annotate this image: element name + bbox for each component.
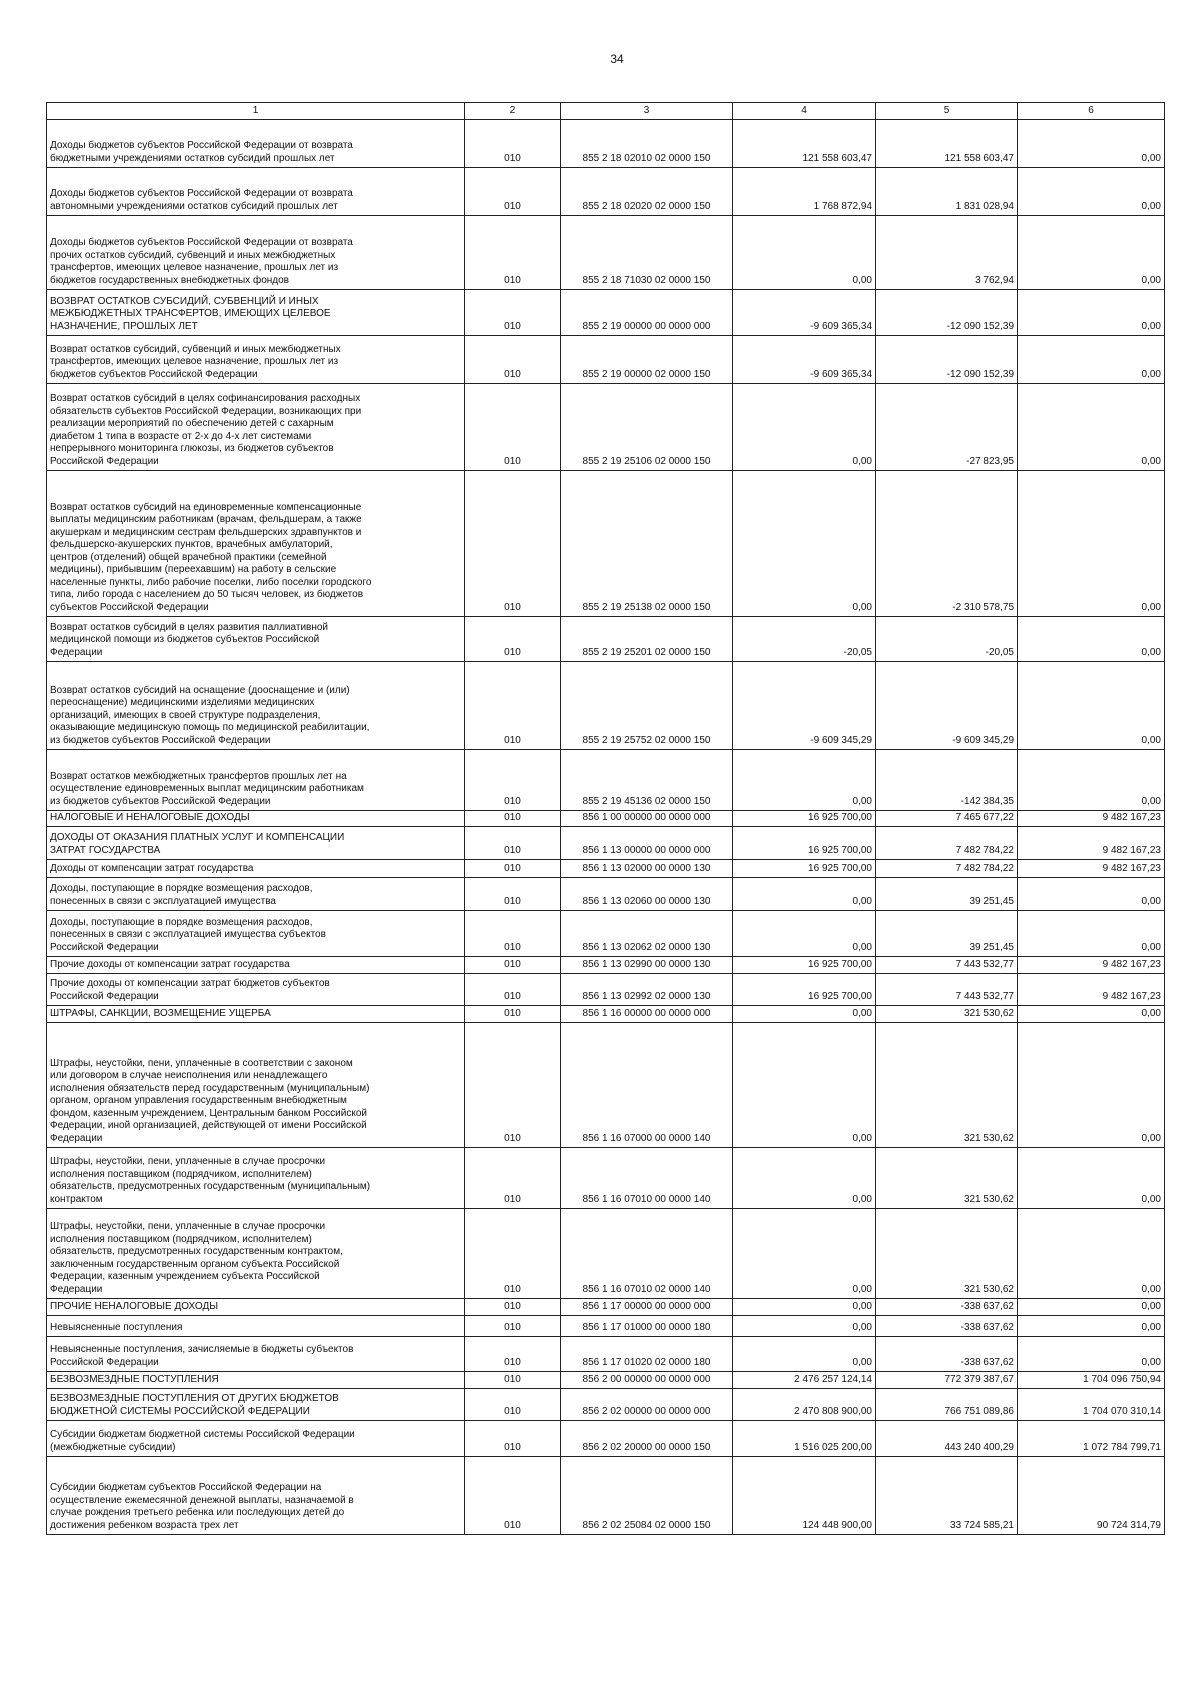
table-row bbox=[47, 120, 1165, 168]
row-kbk-cell: 856 1 13 02992 02 0000 130 bbox=[561, 974, 733, 1006]
row-kbk-cell: 855 2 19 25752 02 0000 150 bbox=[561, 662, 733, 750]
table-row bbox=[47, 336, 1165, 384]
row-kbk-cell: 856 1 00 00000 00 0000 000 bbox=[561, 811, 733, 827]
row-amount-col5-cell: 766 751 089,86 bbox=[876, 1389, 1018, 1421]
table-row bbox=[47, 860, 1165, 878]
table-row bbox=[47, 878, 1165, 911]
row-amount-col5-cell: 772 379 387,67 bbox=[876, 1372, 1018, 1389]
row-amount-col5-cell: 1 831 028,94 bbox=[876, 168, 1018, 216]
row-kbk-cell: 855 2 18 71030 02 0000 150 bbox=[561, 216, 733, 290]
row-name-cell: Возврат остатков субсидий в целях развития паллиативной медицинской помощи из бюджетов субъектов Российской Федерации bbox=[47, 617, 465, 662]
row-name-cell: Прочие доходы от компенсации затрат бюджетов субъектов Российской Федерации bbox=[47, 974, 465, 1006]
row-amount-col5-cell: 321 530,62 bbox=[876, 1023, 1018, 1148]
row-code-cell: 010 bbox=[465, 168, 561, 216]
row-kbk-cell: 856 1 13 02062 02 0000 130 bbox=[561, 911, 733, 957]
row-kbk-cell: 856 2 02 20000 00 0000 150 bbox=[561, 1421, 733, 1457]
row-kbk-cell: 856 1 13 02000 00 0000 130 bbox=[561, 860, 733, 878]
row-amount-col6-cell: 0,00 bbox=[1018, 216, 1165, 290]
row-name-cell: Доходы от компенсации затрат государства bbox=[47, 860, 465, 878]
row-code-cell: 010 bbox=[465, 662, 561, 750]
row-amount-col6-cell: 0,00 bbox=[1018, 750, 1165, 811]
row-code-cell: 010 bbox=[465, 1457, 561, 1535]
table-row bbox=[47, 471, 1165, 617]
row-amount-col5-cell: -338 637,62 bbox=[876, 1316, 1018, 1337]
table-row bbox=[47, 216, 1165, 290]
row-amount-col5-cell: 321 530,62 bbox=[876, 1148, 1018, 1209]
row-code-cell: 010 bbox=[465, 860, 561, 878]
row-amount-col6-cell: 0,00 bbox=[1018, 1148, 1165, 1209]
row-kbk-cell: 856 1 17 00000 00 0000 000 bbox=[561, 1299, 733, 1316]
row-name-cell: БЕЗВОЗМЕЗДНЫЕ ПОСТУПЛЕНИЯ ОТ ДРУГИХ БЮДЖЕТОВ БЮДЖЕТНОЙ СИСТЕМЫ РОССИЙСКОЙ ФЕДЕРАЦИИ bbox=[47, 1389, 465, 1421]
table-row bbox=[47, 1316, 1165, 1337]
row-amount-col6-cell: 0,00 bbox=[1018, 1209, 1165, 1299]
row-amount-col5-cell: 7 465 677,22 bbox=[876, 811, 1018, 827]
row-amount-col5-cell: -338 637,62 bbox=[876, 1299, 1018, 1316]
table-row bbox=[47, 1337, 1165, 1372]
row-amount-col4-cell: 0,00 bbox=[733, 1006, 876, 1023]
row-amount-col6-cell: 0,00 bbox=[1018, 1337, 1165, 1372]
table-row bbox=[47, 168, 1165, 216]
row-amount-col4-cell: 0,00 bbox=[733, 471, 876, 617]
row-name-cell: Доходы, поступающие в порядке возмещения расходов, понесенных в связи с эксплуатацией имущества bbox=[47, 878, 465, 911]
row-amount-col6-cell: 0,00 bbox=[1018, 471, 1165, 617]
row-amount-col6-cell: 0,00 bbox=[1018, 1023, 1165, 1148]
table-row bbox=[47, 662, 1165, 750]
row-code-cell: 010 bbox=[465, 1148, 561, 1209]
row-kbk-cell: 855 2 18 02010 02 0000 150 bbox=[561, 120, 733, 168]
row-code-cell: 010 bbox=[465, 1421, 561, 1457]
table-row bbox=[47, 1389, 1165, 1421]
table-row bbox=[47, 811, 1165, 827]
row-kbk-cell: 855 2 19 25106 02 0000 150 bbox=[561, 384, 733, 471]
row-kbk-cell: 855 2 19 25138 02 0000 150 bbox=[561, 471, 733, 617]
row-kbk-cell: 856 1 17 01000 00 0000 180 bbox=[561, 1316, 733, 1337]
row-amount-col6-cell: 1 704 070 310,14 bbox=[1018, 1389, 1165, 1421]
row-code-cell: 010 bbox=[465, 617, 561, 662]
row-code-cell: 010 bbox=[465, 974, 561, 1006]
row-amount-col5-cell: -12 090 152,39 bbox=[876, 336, 1018, 384]
row-name-cell: НАЛОГОВЫЕ И НЕНАЛОГОВЫЕ ДОХОДЫ bbox=[47, 811, 465, 827]
row-amount-col4-cell: 121 558 603,47 bbox=[733, 120, 876, 168]
row-amount-col6-cell: 0,00 bbox=[1018, 1299, 1165, 1316]
row-amount-col6-cell: 0,00 bbox=[1018, 168, 1165, 216]
row-name-cell: Субсидии бюджетам субъектов Российской Федерации на осуществление ежемесячной денежной выплаты, назначаемой в случае рождения третьего ребенка или последующих детей до достижения ребенком возраста трех лет bbox=[47, 1457, 465, 1535]
row-amount-col5-cell: -20,05 bbox=[876, 617, 1018, 662]
row-kbk-cell: 855 2 19 25201 02 0000 150 bbox=[561, 617, 733, 662]
row-amount-col5-cell: -27 823,95 bbox=[876, 384, 1018, 471]
row-kbk-cell: 856 1 16 00000 00 0000 000 bbox=[561, 1006, 733, 1023]
row-amount-col5-cell: -338 637,62 bbox=[876, 1337, 1018, 1372]
row-name-cell: Возврат остатков субсидий, субвенций и иных межбюджетных трансфертов, имеющих целевое назначение, прошлых лет из бюджетов субъектов Российской Федерации bbox=[47, 336, 465, 384]
row-name-cell: Доходы, поступающие в порядке возмещения расходов, понесенных в связи с эксплуатацией имущества субъектов Российской Федерации bbox=[47, 911, 465, 957]
row-amount-col5-cell: 443 240 400,29 bbox=[876, 1421, 1018, 1457]
row-amount-col6-cell: 9 482 167,23 bbox=[1018, 860, 1165, 878]
column-header-2: 2 bbox=[465, 103, 561, 120]
table-row bbox=[47, 1148, 1165, 1209]
row-name-cell: Возврат остатков субсидий в целях софинансирования расходных обязательств субъектов Российской Федерации, возникающих при реализации мероприятий по обеспечению детей с сахарным диабетом 1 типа в возрасте от 2-х до 4-х лет системами непрерывного мониторинга глюкозы, из бюджетов субъектов Российской Федерации bbox=[47, 384, 465, 471]
row-amount-col4-cell: 1 516 025 200,00 bbox=[733, 1421, 876, 1457]
row-amount-col5-cell: -2 310 578,75 bbox=[876, 471, 1018, 617]
table-row bbox=[47, 1006, 1165, 1023]
row-amount-col6-cell: 0,00 bbox=[1018, 878, 1165, 911]
row-name-cell: Невыясненные поступления, зачисляемые в бюджеты субъектов Российской Федерации bbox=[47, 1337, 465, 1372]
table-row bbox=[47, 1209, 1165, 1299]
column-header-4: 4 bbox=[733, 103, 876, 120]
row-code-cell: 010 bbox=[465, 384, 561, 471]
row-code-cell: 010 bbox=[465, 1299, 561, 1316]
row-code-cell: 010 bbox=[465, 216, 561, 290]
row-amount-col4-cell: 0,00 bbox=[733, 1023, 876, 1148]
row-name-cell: ДОХОДЫ ОТ ОКАЗАНИЯ ПЛАТНЫХ УСЛУГ И КОМПЕНСАЦИИ ЗАТРАТ ГОСУДАРСТВА bbox=[47, 827, 465, 860]
row-name-cell: Возврат остатков межбюджетных трансфертов прошлых лет на осуществление единовременных выплат медицинским работникам из бюджетов субъектов Российской Федерации bbox=[47, 750, 465, 811]
row-amount-col4-cell: 2 470 808 900,00 bbox=[733, 1389, 876, 1421]
column-number-row bbox=[47, 103, 1165, 120]
row-amount-col6-cell: 0,00 bbox=[1018, 1316, 1165, 1337]
table-row bbox=[47, 1421, 1165, 1457]
table-row bbox=[47, 974, 1165, 1006]
table-row bbox=[47, 617, 1165, 662]
table-row bbox=[47, 1023, 1165, 1148]
row-name-cell: Штрафы, неустойки, пени, уплаченные в соответствии с законом или договором в случае неисполнения или ненадлежащего исполнения обязательств перед государственным (муниципальным) органом, органом управления государственным внебюджетным фондом, казенным учреждением, Центральным банком Российской Федерации, иной организацией, действующей от имени Российской Федерации bbox=[47, 1023, 465, 1148]
table-row bbox=[47, 384, 1165, 471]
row-amount-col5-cell: 39 251,45 bbox=[876, 911, 1018, 957]
table-row bbox=[47, 1457, 1165, 1535]
row-name-cell: ШТРАФЫ, САНКЦИИ, ВОЗМЕЩЕНИЕ УЩЕРБА bbox=[47, 1006, 465, 1023]
row-code-cell: 010 bbox=[465, 1372, 561, 1389]
table-row bbox=[47, 911, 1165, 957]
row-amount-col6-cell: 9 482 167,23 bbox=[1018, 827, 1165, 860]
row-kbk-cell: 855 2 19 45136 02 0000 150 bbox=[561, 750, 733, 811]
row-name-cell: Возврат остатков субсидий на оснащение (дооснащение и (или) переоснащение) медицинскими изделиями медицинских организаций, имеющих в своей структуре подразделения, оказывающие медицинскую помощь по медицинской реабилитации, из бюджетов субъектов Российской Федерации bbox=[47, 662, 465, 750]
row-code-cell: 010 bbox=[465, 120, 561, 168]
row-code-cell: 010 bbox=[465, 1389, 561, 1421]
row-code-cell: 010 bbox=[465, 1337, 561, 1372]
row-kbk-cell: 855 2 19 00000 02 0000 150 bbox=[561, 336, 733, 384]
table-row bbox=[47, 1299, 1165, 1316]
column-header-6: 6 bbox=[1018, 103, 1165, 120]
row-amount-col6-cell: 1 072 784 799,71 bbox=[1018, 1421, 1165, 1457]
row-amount-col6-cell: 9 482 167,23 bbox=[1018, 811, 1165, 827]
row-kbk-cell: 856 1 16 07000 00 0000 140 bbox=[561, 1023, 733, 1148]
row-name-cell: Штрафы, неустойки, пени, уплаченные в случае просрочки исполнения поставщиком (подрядчиком, исполнителем) обязательств, предусмотренных государственным контрактом, заключенным государственным органом субъекта Российской Федерации, казенным учреждением субъекта Российской Федерации bbox=[47, 1209, 465, 1299]
row-amount-col4-cell: 0,00 bbox=[733, 1209, 876, 1299]
row-amount-col5-cell: -9 609 345,29 bbox=[876, 662, 1018, 750]
row-code-cell: 010 bbox=[465, 1023, 561, 1148]
page-number: 34 bbox=[610, 52, 624, 66]
row-amount-col5-cell: 321 530,62 bbox=[876, 1209, 1018, 1299]
row-kbk-cell: 856 2 02 00000 00 0000 000 bbox=[561, 1389, 733, 1421]
row-code-cell: 010 bbox=[465, 878, 561, 911]
row-amount-col4-cell: 16 925 700,00 bbox=[733, 827, 876, 860]
row-amount-col4-cell: -9 609 345,29 bbox=[733, 662, 876, 750]
revenue-table bbox=[46, 102, 1165, 1535]
row-amount-col6-cell: 90 724 314,79 bbox=[1018, 1457, 1165, 1535]
row-amount-col4-cell: 1 768 872,94 bbox=[733, 168, 876, 216]
row-name-cell: Доходы бюджетов субъектов Российской Федерации от возврата автономными учреждениями остатков субсидий прошлых лет bbox=[47, 168, 465, 216]
table-row bbox=[47, 957, 1165, 974]
row-amount-col5-cell: 7 443 532,77 bbox=[876, 957, 1018, 974]
row-amount-col4-cell: -9 609 365,34 bbox=[733, 290, 876, 336]
row-name-cell: Субсидии бюджетам бюджетной системы Российской Федерации (межбюджетные субсидии) bbox=[47, 1421, 465, 1457]
row-name-cell: Доходы бюджетов субъектов Российской Федерации от возврата бюджетными учреждениями остатков субсидий прошлых лет bbox=[47, 120, 465, 168]
row-code-cell: 010 bbox=[465, 1006, 561, 1023]
row-amount-col4-cell: 16 925 700,00 bbox=[733, 811, 876, 827]
row-amount-col4-cell: 0,00 bbox=[733, 878, 876, 911]
row-amount-col6-cell: 0,00 bbox=[1018, 911, 1165, 957]
table-row bbox=[47, 827, 1165, 860]
column-header-3: 3 bbox=[561, 103, 733, 120]
row-name-cell: Невыясненные поступления bbox=[47, 1316, 465, 1337]
row-code-cell: 010 bbox=[465, 827, 561, 860]
table-row bbox=[47, 750, 1165, 811]
row-code-cell: 010 bbox=[465, 1209, 561, 1299]
row-amount-col5-cell: 33 724 585,21 bbox=[876, 1457, 1018, 1535]
row-code-cell: 010 bbox=[465, 471, 561, 617]
row-kbk-cell: 856 1 13 02060 00 0000 130 bbox=[561, 878, 733, 911]
row-amount-col6-cell: 0,00 bbox=[1018, 1006, 1165, 1023]
column-header-1: 1 bbox=[47, 103, 465, 120]
row-amount-col6-cell: 9 482 167,23 bbox=[1018, 957, 1165, 974]
row-amount-col5-cell: -12 090 152,39 bbox=[876, 290, 1018, 336]
row-kbk-cell: 856 1 16 07010 02 0000 140 bbox=[561, 1209, 733, 1299]
row-amount-col6-cell: 0,00 bbox=[1018, 384, 1165, 471]
row-name-cell: Возврат остатков субсидий на единовременные компенсационные выплаты медицинским работникам (врачам, фельдшерам, а также акушеркам и медицинским сестрам фельдшерских здравпунктов и фельдшерско-акушерских пунктов, врачебных амбулаторий, центров (отделений) общей врачебной практики (семейной медицины), прибывшим (переехавшим) на работу в сельские населенные пункты, либо рабочие поселки, либо поселки городского типа, либо города с населением до 50 тысяч человек, из бюджетов субъектов Российской Федерации bbox=[47, 471, 465, 617]
row-code-cell: 010 bbox=[465, 290, 561, 336]
row-amount-col6-cell: 1 704 096 750,94 bbox=[1018, 1372, 1165, 1389]
row-kbk-cell: 855 2 19 00000 00 0000 000 bbox=[561, 290, 733, 336]
row-amount-col5-cell: 3 762,94 bbox=[876, 216, 1018, 290]
row-amount-col6-cell: 0,00 bbox=[1018, 336, 1165, 384]
row-amount-col6-cell: 0,00 bbox=[1018, 290, 1165, 336]
row-kbk-cell: 856 2 00 00000 00 0000 000 bbox=[561, 1372, 733, 1389]
row-name-cell: Прочие доходы от компенсации затрат государства bbox=[47, 957, 465, 974]
row-amount-col4-cell: 0,00 bbox=[733, 911, 876, 957]
row-code-cell: 010 bbox=[465, 911, 561, 957]
row-code-cell: 010 bbox=[465, 957, 561, 974]
row-kbk-cell: 855 2 18 02020 02 0000 150 bbox=[561, 168, 733, 216]
row-kbk-cell: 856 1 16 07010 00 0000 140 bbox=[561, 1148, 733, 1209]
row-amount-col6-cell: 0,00 bbox=[1018, 120, 1165, 168]
row-amount-col4-cell: 0,00 bbox=[733, 750, 876, 811]
row-amount-col4-cell: 16 925 700,00 bbox=[733, 860, 876, 878]
row-amount-col5-cell: 7 482 784,22 bbox=[876, 827, 1018, 860]
row-kbk-cell: 856 1 13 02990 00 0000 130 bbox=[561, 957, 733, 974]
row-code-cell: 010 bbox=[465, 811, 561, 827]
row-amount-col5-cell: 7 482 784,22 bbox=[876, 860, 1018, 878]
row-amount-col5-cell: 321 530,62 bbox=[876, 1006, 1018, 1023]
row-amount-col6-cell: 0,00 bbox=[1018, 662, 1165, 750]
row-amount-col5-cell: 7 443 532,77 bbox=[876, 974, 1018, 1006]
row-amount-col4-cell: 0,00 bbox=[733, 1316, 876, 1337]
row-amount-col5-cell: 39 251,45 bbox=[876, 878, 1018, 911]
row-kbk-cell: 856 2 02 25084 02 0000 150 bbox=[561, 1457, 733, 1535]
row-amount-col4-cell: 124 448 900,00 bbox=[733, 1457, 876, 1535]
row-amount-col4-cell: -9 609 365,34 bbox=[733, 336, 876, 384]
column-header-5: 5 bbox=[876, 103, 1018, 120]
row-amount-col4-cell: 0,00 bbox=[733, 1337, 876, 1372]
row-name-cell: ПРОЧИЕ НЕНАЛОГОВЫЕ ДОХОДЫ bbox=[47, 1299, 465, 1316]
table-body bbox=[47, 120, 1165, 1535]
row-amount-col4-cell: 16 925 700,00 bbox=[733, 974, 876, 1006]
row-name-cell: Штрафы, неустойки, пени, уплаченные в случае просрочки исполнения поставщиком (подрядчиком, исполнителем) обязательств, предусмотренных государственным (муниципальным) контрактом bbox=[47, 1148, 465, 1209]
row-amount-col5-cell: -142 384,35 bbox=[876, 750, 1018, 811]
row-kbk-cell: 856 1 17 01020 02 0000 180 bbox=[561, 1337, 733, 1372]
row-code-cell: 010 bbox=[465, 1316, 561, 1337]
row-amount-col4-cell: 0,00 bbox=[733, 384, 876, 471]
row-kbk-cell: 856 1 13 00000 00 0000 000 bbox=[561, 827, 733, 860]
row-amount-col6-cell: 0,00 bbox=[1018, 617, 1165, 662]
row-amount-col4-cell: 0,00 bbox=[733, 1299, 876, 1316]
row-amount-col5-cell: 121 558 603,47 bbox=[876, 120, 1018, 168]
row-name-cell: БЕЗВОЗМЕЗДНЫЕ ПОСТУПЛЕНИЯ bbox=[47, 1372, 465, 1389]
row-amount-col6-cell: 9 482 167,23 bbox=[1018, 974, 1165, 1006]
table-row bbox=[47, 290, 1165, 336]
row-name-cell: Доходы бюджетов субъектов Российской Федерации от возврата прочих остатков субсидий, субвенций и иных межбюджетных трансфертов, имеющих целевое назначение, прошлых лет из бюджетов государственных внебюджетных фондов bbox=[47, 216, 465, 290]
row-code-cell: 010 bbox=[465, 336, 561, 384]
table-row bbox=[47, 1372, 1165, 1389]
row-amount-col4-cell: -20,05 bbox=[733, 617, 876, 662]
row-code-cell: 010 bbox=[465, 750, 561, 811]
row-amount-col4-cell: 16 925 700,00 bbox=[733, 957, 876, 974]
row-amount-col4-cell: 0,00 bbox=[733, 216, 876, 290]
row-name-cell: ВОЗВРАТ ОСТАТКОВ СУБСИДИЙ, СУБВЕНЦИЙ И ИНЫХ МЕЖБЮДЖЕТНЫХ ТРАНСФЕРТОВ, ИМЕЮЩИХ ЦЕЛЕВОЕ НАЗНАЧЕНИЕ, ПРОШЛЫХ ЛЕТ bbox=[47, 290, 465, 336]
row-amount-col4-cell: 2 476 257 124,14 bbox=[733, 1372, 876, 1389]
row-amount-col4-cell: 0,00 bbox=[733, 1148, 876, 1209]
